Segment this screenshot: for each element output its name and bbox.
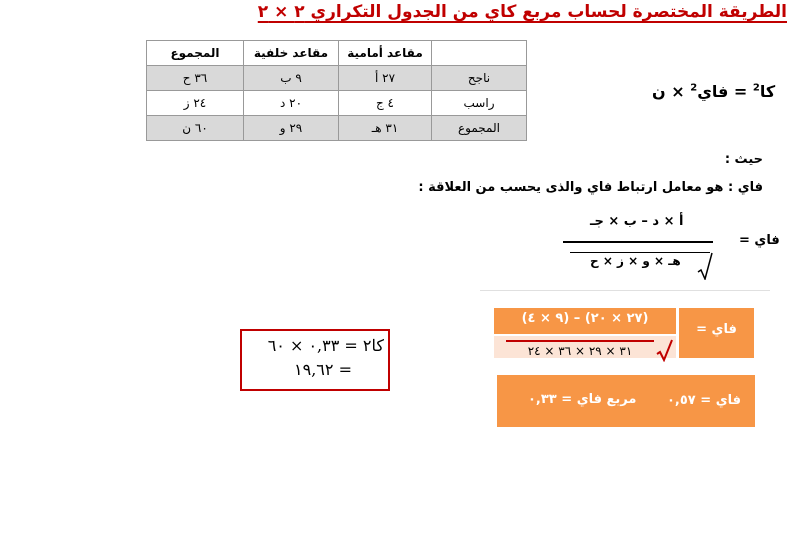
chi-phi-term: = فاي bbox=[697, 82, 748, 101]
phi-numerator: أ × د – ب × جـ bbox=[590, 214, 684, 229]
row-label: المجموع bbox=[432, 116, 527, 141]
sqrt-bar bbox=[570, 252, 710, 253]
fraction-bar bbox=[563, 241, 713, 243]
phi-exponent: 2 bbox=[690, 82, 698, 94]
table-header-row bbox=[147, 41, 527, 66]
phi-definition: فاي : هو معامل ارتباط فاي والذى يحسب من العلاقة : bbox=[418, 180, 763, 195]
table-cell: ٢٩ و bbox=[244, 116, 339, 141]
table-row bbox=[147, 91, 527, 116]
table-header-corner bbox=[432, 41, 527, 66]
table-header-front-seats: مقاعد أمامية bbox=[339, 41, 432, 66]
page-title: الطريقة المختصرة لحساب مربع كاي من الجدول التكراري ٢ × ٢ bbox=[257, 2, 787, 22]
table-cell: ٢٧ أ bbox=[339, 66, 432, 91]
table-cell: ٢٠ د bbox=[244, 91, 339, 116]
calc-numerator: (٢٧ × ٢٠) – (٩ × ٤) bbox=[521, 311, 649, 326]
table-cell: ٦٠ ن bbox=[147, 116, 244, 141]
chi-symbol: كا bbox=[759, 82, 776, 101]
table-header-back-seats: مقاعد خلفية bbox=[244, 41, 339, 66]
table-row bbox=[147, 66, 527, 91]
table-cell: ٣١ هـ bbox=[339, 116, 432, 141]
table-header-total: المجموع bbox=[147, 41, 244, 66]
calc-sqrt-bar bbox=[506, 340, 654, 342]
calc-phi-label: فاي = bbox=[696, 322, 737, 337]
table-cell: ٣٦ ح bbox=[147, 66, 244, 91]
table-row bbox=[147, 116, 527, 141]
chi-result-line2: = ١٩,٦٢ bbox=[294, 360, 352, 379]
table-cell: ٩ ب bbox=[244, 66, 339, 91]
phi-result: فاي = ٠,٥٧ bbox=[667, 393, 742, 408]
chi-n-term: × ن bbox=[652, 82, 685, 101]
chi-exponent: 2 bbox=[752, 82, 760, 94]
table-cell: ٢٤ ز bbox=[147, 91, 244, 116]
phi-square-result: مربع فاي = ٠,٣٣ bbox=[528, 392, 637, 407]
row-label: ناجح bbox=[432, 66, 527, 91]
where-label: حيث : bbox=[724, 152, 763, 167]
table-cell: ٤ ج bbox=[339, 91, 432, 116]
row-label: راسب bbox=[432, 91, 527, 116]
sqrt-icon bbox=[697, 252, 713, 280]
phi-denominator: هـ × و × ز × ح bbox=[590, 254, 681, 268]
phi-equals-label: فاي = bbox=[739, 233, 780, 248]
calc-denominator: ٣١ × ٢٩ × ٣٦ × ٢٤ bbox=[527, 344, 633, 358]
chi-square-formula bbox=[652, 82, 775, 101]
divider bbox=[480, 290, 770, 291]
chi-result-line1: كا٢ = ٠,٣٣ × ٦٠ bbox=[267, 336, 384, 355]
contingency-table bbox=[146, 40, 527, 141]
